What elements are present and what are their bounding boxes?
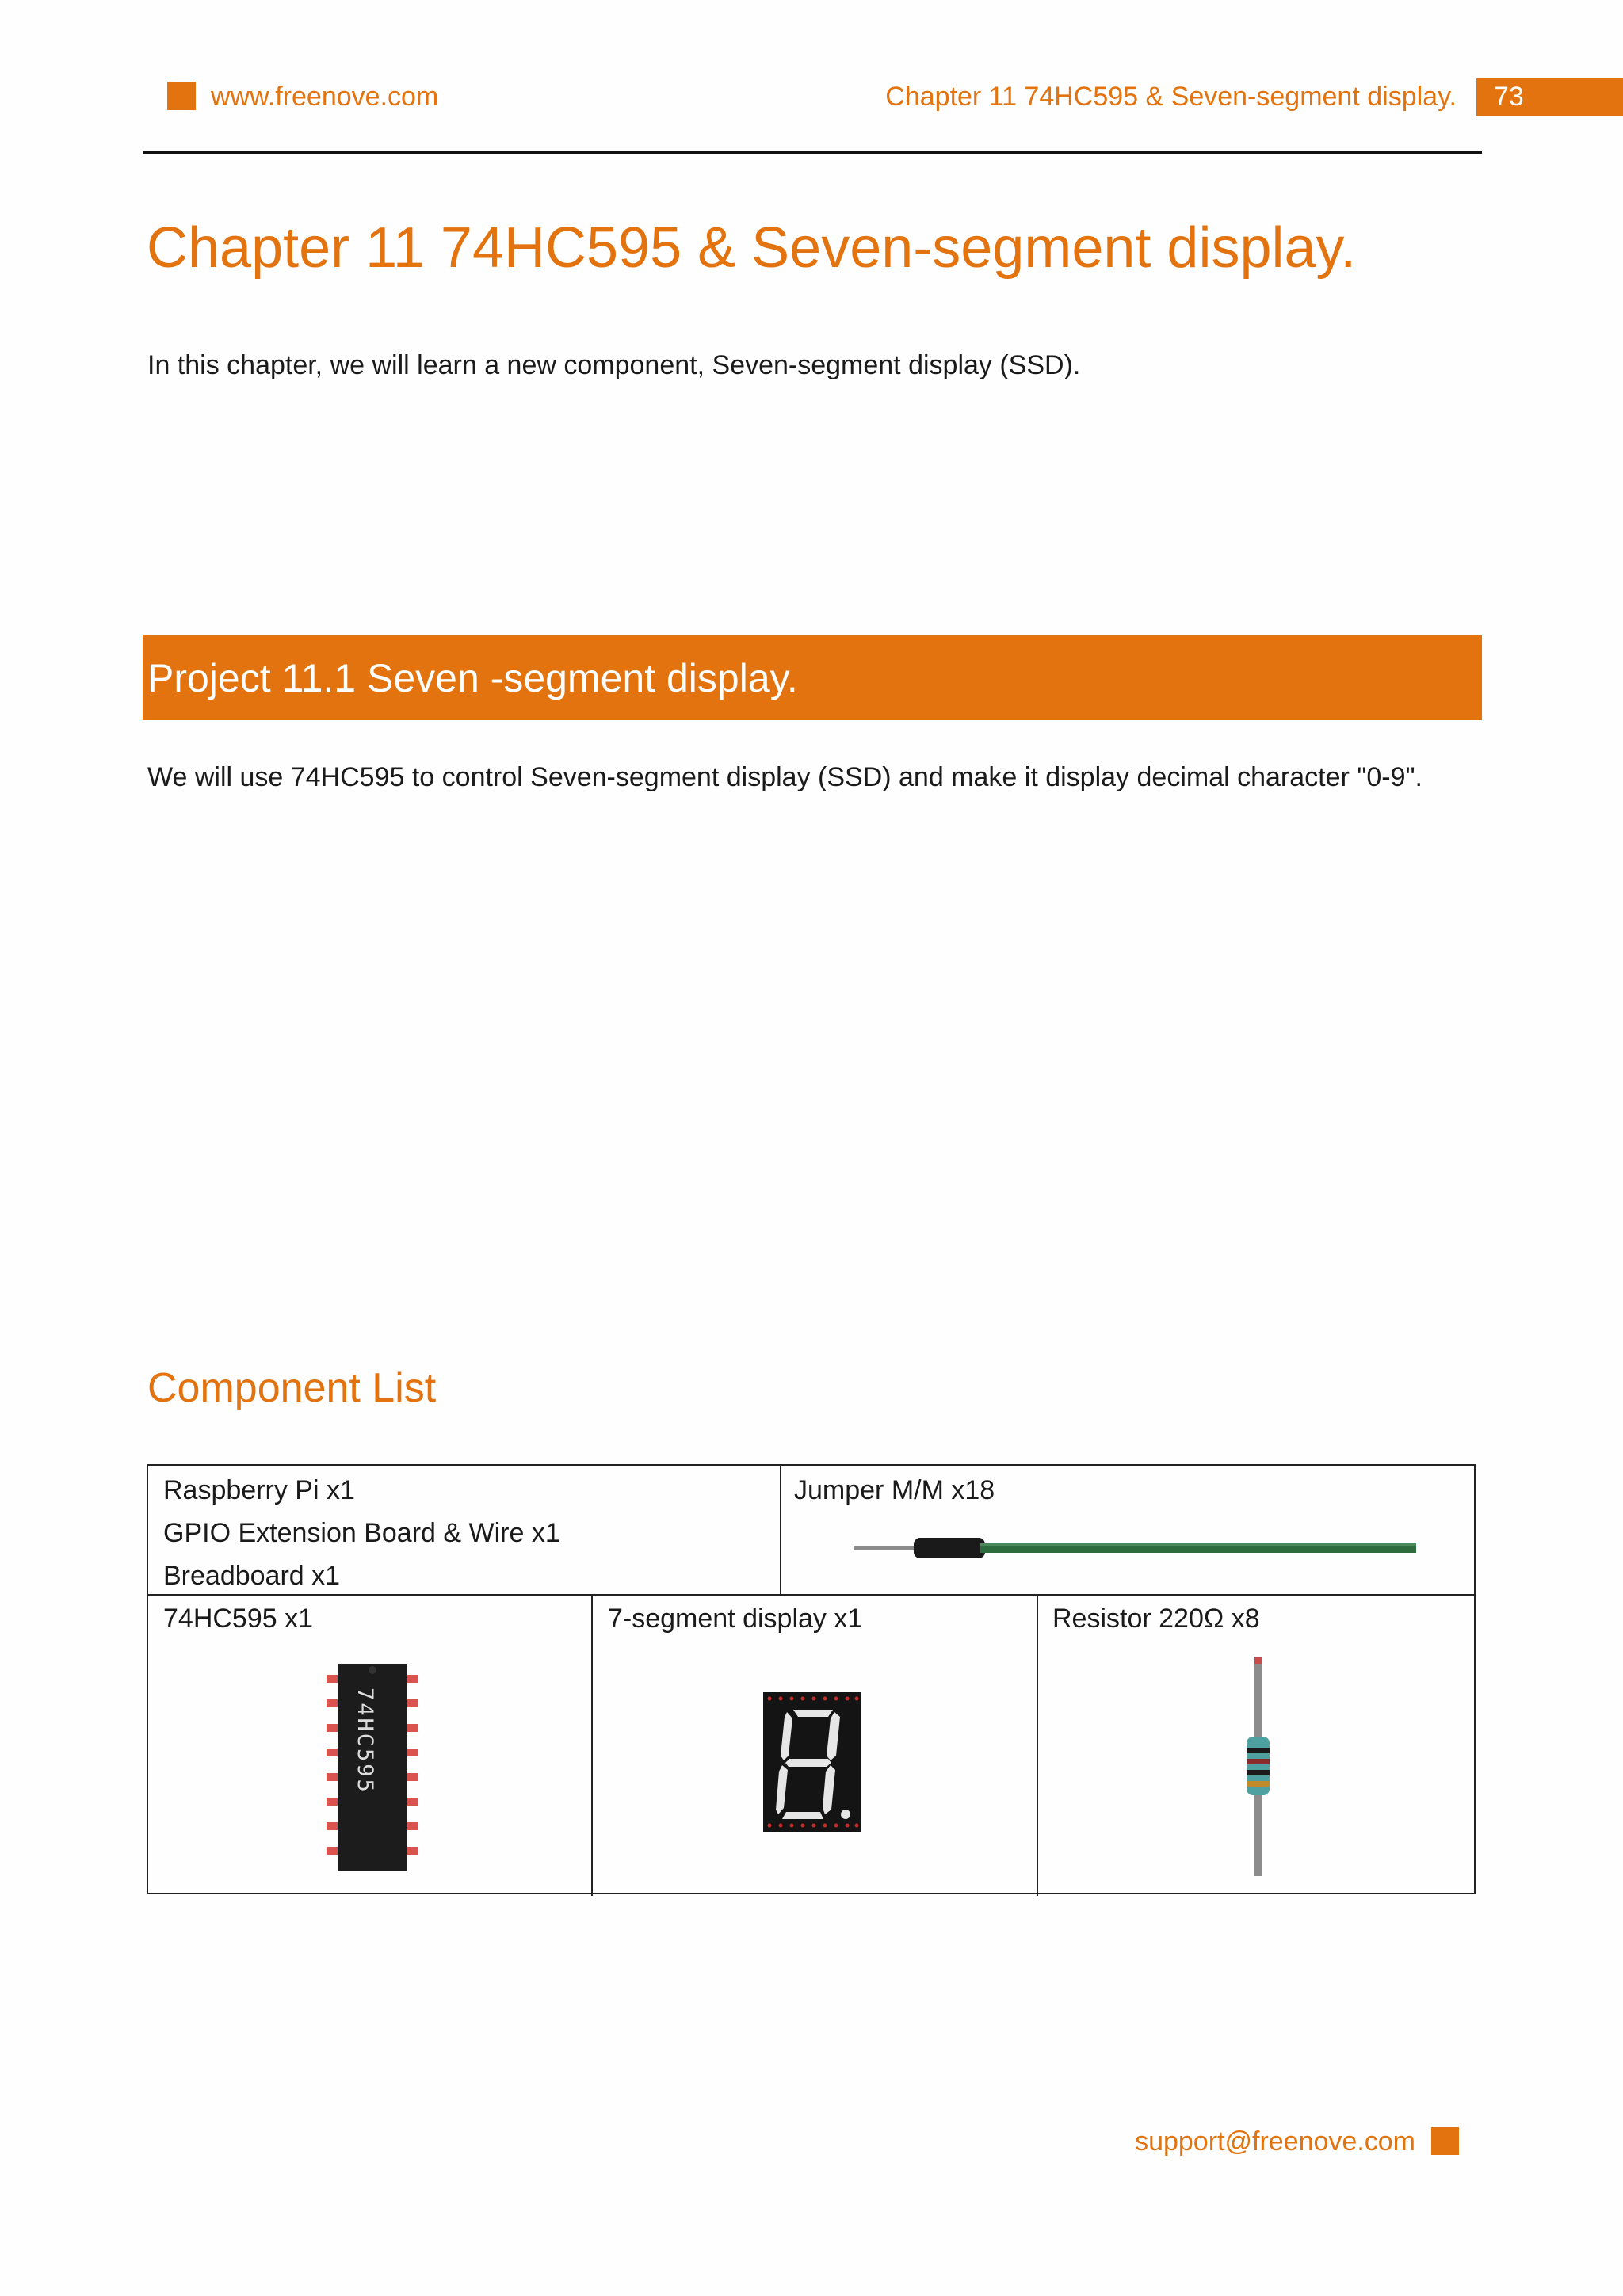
header-url-link[interactable]: www.freenove.com <box>211 82 439 112</box>
74hc595-chip-icon <box>327 1664 418 1871</box>
component-raspberry-pi: Raspberry Pi x1 <box>163 1475 355 1505</box>
component-jumper: Jumper M/M x18 <box>794 1475 995 1505</box>
table-row-divider <box>148 1594 1474 1596</box>
component-7-segment-display: 7-segment display x1 <box>608 1604 863 1634</box>
header-divider <box>143 151 1482 154</box>
footer-square <box>1431 2127 1459 2155</box>
resistor-icon <box>1242 1657 1274 1876</box>
page-number: 73 <box>1476 78 1623 116</box>
component-list-title: Component List <box>147 1365 437 1411</box>
project-title: Project 11.1 Seven -segment display. <box>147 656 798 700</box>
intro-paragraph: In this chapter, we will learn a new component, Seven-segment display (SSD). <box>147 350 1081 380</box>
table-col-divider <box>780 1466 781 1594</box>
chip-marking: 74HC595 <box>353 1688 377 1794</box>
chapter-title: Chapter 11 74HC595 & Seven-segment display. <box>147 216 1357 280</box>
seven-segment-display-icon <box>763 1692 861 1832</box>
jumper-wire-icon <box>854 1534 1416 1562</box>
component-74hc595: 74HC595 x1 <box>163 1604 314 1634</box>
component-table <box>147 1464 1476 1894</box>
footer-support-email[interactable]: support@freenove.com <box>1135 2126 1415 2157</box>
component-breadboard: Breadboard x1 <box>163 1561 341 1591</box>
header-chapter-title: Chapter 11 74HC595 & Seven-segment display. <box>885 82 1457 112</box>
component-gpio-board: GPIO Extension Board & Wire x1 <box>163 1518 560 1548</box>
component-resistor: Resistor 220Ω x8 <box>1052 1604 1260 1634</box>
project-description: We will use 74HC595 to control Seven-segment display (SSD) and make it display decimal character "0-9". <box>147 762 1423 792</box>
table-col-divider <box>591 1594 593 1896</box>
table-col-divider <box>1037 1594 1038 1896</box>
header-logo-square <box>167 82 196 110</box>
